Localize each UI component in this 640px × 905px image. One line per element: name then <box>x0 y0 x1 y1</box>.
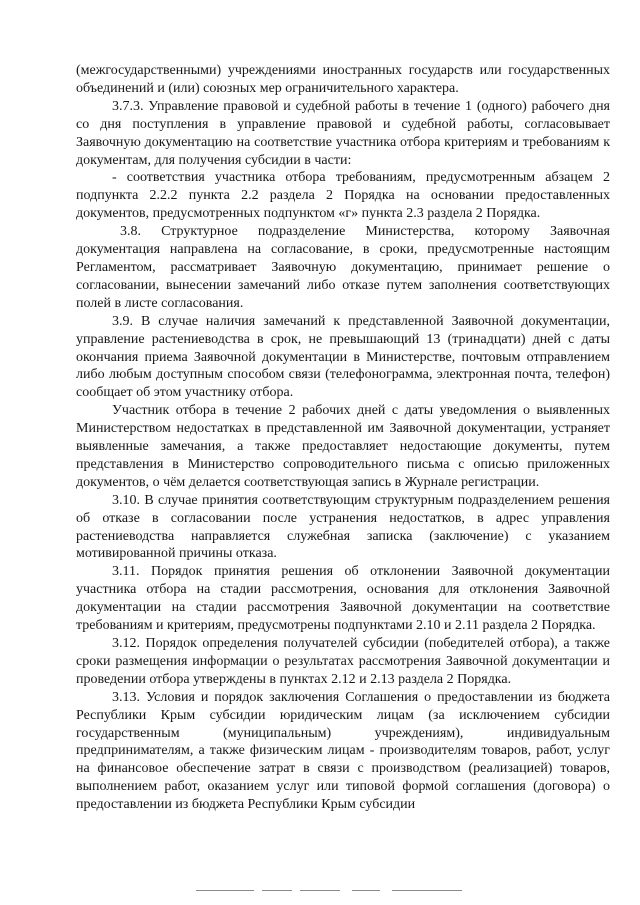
paragraph-continuation: (межгосударственными) учреждениями иностранных государств или государственных объединений и (или) союзных мер ограничительного характера. <box>76 63 610 96</box>
paragraph-participant-remedy: Участник отбора в течение 2 рабочих дней с даты уведомления о выявленных Министерством недостатках в представленной им Заявочной документации, устраняет выявленные замечания, а также предоставляет недостающие документы, путем представления в Министерство сопроводительного письма с описью приложенных документов, о чём делается соответствующая запись в Журнале регистрации. <box>76 403 610 490</box>
footer-scan-line <box>352 890 380 891</box>
paragraph-3-7-3: 3.7.3. Управление правовой и судебной работы в течение 1 (одного) рабочего дня со дня поступления в управление правовой и судебной работы, согласовывает Заявочную документацию на соответствие участника отбора критериям и требованиям к документам, для получения субсидии в части: <box>76 98 610 168</box>
paragraph-3-13: 3.13. Условия и порядок заключения Соглашения о предоставлении из бюджета Республики Крым субсидии юридическим лицам (за исключением субсидии государственным (муниципальным) учреждениям), индивидуальным предпринимателям, а также физическим лицам - производителям товаров, работ, услуг на финансовое обеспечение затрат в связи с производством (реализацией) товаров, выполнением работ, оказанием услуг или типовой формой соглашения (договора) о предоставлении из бюджета Республики Крым субсидии <box>76 689 610 813</box>
paragraph-bullet-compliance: - соответствия участника отбора требованиям, предусмотренным абзацем 2 подпункта 2.2.2 пункта 2.2 раздела 2 Порядка на основании предоставленных документов, предусмотренных подпунктом «г» пункта 2.3 раздела 2 Порядка. <box>76 170 610 222</box>
document-body <box>76 62 610 814</box>
paragraph-3-10: 3.10. В случае принятия соответствующим структурным подразделением решения об отказе в согласовании после устранения недостатков, в адрес управления растениеводства направляется служебная записка (заключение) с указанием мотивированной причины отказа. <box>76 492 610 562</box>
paragraph-3-12: 3.12. Порядок определения получателей субсидии (победителей отбора), а также сроки размещения информации о результатах рассмотрения Заявочной документации и проведении отбора утверждены в пунктах 2.12 и 2.13 раздела 2 Порядка. <box>76 636 610 687</box>
paragraph-3-8: 3.8. Структурное подразделение Министерства, которому Заявочная документация направлена на согласование, в сроки, предусмотренные настоящим Регламентом, рассматривает Заявочную документацию, принимает решение о согласовании, вынесении замечаний либо отказе путем заполнения соответствующих полей в листе согласования. <box>76 224 610 311</box>
paragraph-3-11: 3.11. Порядок принятия решения об отклонении Заявочной документации участника отбора на стадии рассмотрения, основания для отклонения Заявочной документации на стадии рассмотрения Заявочной документации на соответствие требованиям и критериям, предусмотрены подпунктами 2.10 и 2.11 раздела 2 Порядка. <box>76 564 610 634</box>
footer-scan-line <box>262 890 292 891</box>
paragraph-3-9: 3.9. В случае наличия замечаний к представленной Заявочной документации, управление растениеводства в срок, не превышающий 13 (тринадцати) дней с даты окончания приема Заявочной документации в Министерстве, почтовым отправлением либо любым доступным способом связи (телефонограмма, электронная почта, телефон) сообщает об этом участнику отбора. <box>76 313 610 401</box>
footer-scan-line <box>196 890 254 891</box>
footer-scan-line <box>300 890 340 891</box>
footer-scan-line <box>392 890 462 891</box>
